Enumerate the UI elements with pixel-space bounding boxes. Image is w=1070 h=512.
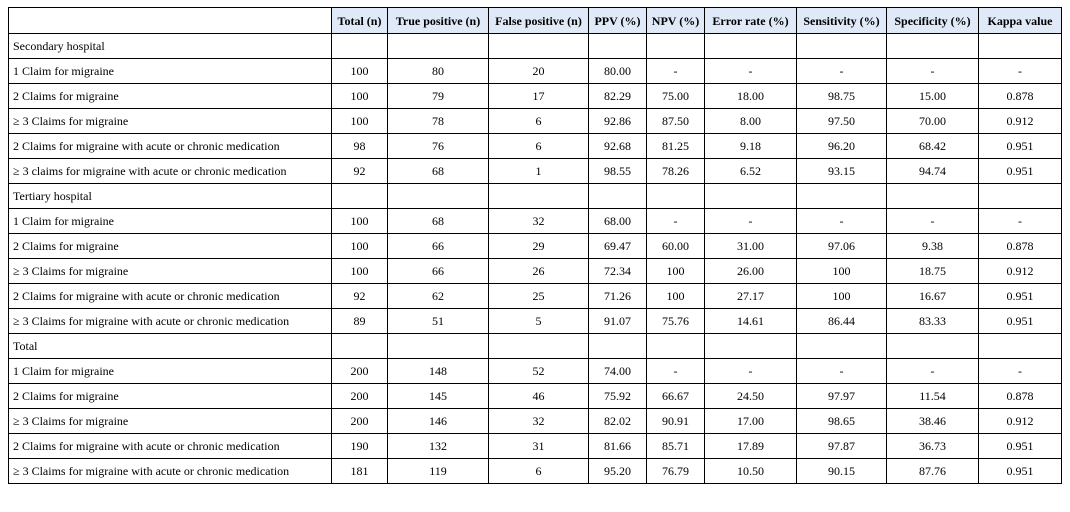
section-empty-cell <box>589 184 647 209</box>
cell-kappa: 0.951 <box>979 284 1062 309</box>
cell-sensitivity: 90.15 <box>797 459 887 484</box>
cell-sensitivity: 98.65 <box>797 409 887 434</box>
cell-false-positive: 6 <box>489 134 589 159</box>
section-empty-cell <box>705 34 797 59</box>
cell-kappa: 0.951 <box>979 159 1062 184</box>
cell-false-positive: 17 <box>489 84 589 109</box>
cell-label: ≥ 3 Claims for migraine with acute or chronic medication <box>9 459 332 484</box>
header-false-positive: False positive (n) <box>489 8 589 34</box>
cell-npv: 76.79 <box>647 459 705 484</box>
cell-total: 92 <box>332 284 388 309</box>
cell-error-rate: 17.89 <box>705 434 797 459</box>
cell-kappa: - <box>979 359 1062 384</box>
section-empty-cell <box>887 184 979 209</box>
section-row <box>9 184 1062 209</box>
cell-sensitivity: 97.87 <box>797 434 887 459</box>
section-empty-cell <box>489 334 589 359</box>
cell-kappa: 0.878 <box>979 234 1062 259</box>
cell-true-positive: 62 <box>388 284 489 309</box>
table-body <box>9 34 1062 484</box>
cell-specificity: 70.00 <box>887 109 979 134</box>
cell-total: 200 <box>332 409 388 434</box>
cell-error-rate: 18.00 <box>705 84 797 109</box>
cell-error-rate: 9.18 <box>705 134 797 159</box>
cell-kappa: 0.951 <box>979 434 1062 459</box>
table-row <box>9 209 1062 234</box>
cell-npv: 66.67 <box>647 384 705 409</box>
header-cell-blank <box>9 8 332 34</box>
cell-label: 2 Claims for migraine <box>9 84 332 109</box>
cell-kappa: - <box>979 59 1062 84</box>
cell-true-positive: 119 <box>388 459 489 484</box>
section-empty-cell <box>589 34 647 59</box>
section-empty-cell <box>887 34 979 59</box>
cell-error-rate: - <box>705 359 797 384</box>
cell-specificity: 94.74 <box>887 159 979 184</box>
table-row <box>9 384 1062 409</box>
cell-sensitivity: 97.97 <box>797 384 887 409</box>
cell-specificity: 9.38 <box>887 234 979 259</box>
cell-ppv: 98.55 <box>589 159 647 184</box>
cell-error-rate: 24.50 <box>705 384 797 409</box>
cell-true-positive: 79 <box>388 84 489 109</box>
table-row <box>9 359 1062 384</box>
cell-npv: 85.71 <box>647 434 705 459</box>
cell-false-positive: 29 <box>489 234 589 259</box>
cell-npv: 87.50 <box>647 109 705 134</box>
cell-total: 200 <box>332 359 388 384</box>
cell-sensitivity: - <box>797 59 887 84</box>
cell-false-positive: 32 <box>489 209 589 234</box>
cell-total: 181 <box>332 459 388 484</box>
section-empty-cell <box>797 34 887 59</box>
cell-sensitivity: - <box>797 209 887 234</box>
cell-error-rate: - <box>705 209 797 234</box>
cell-true-positive: 80 <box>388 59 489 84</box>
cell-total: 100 <box>332 59 388 84</box>
cell-total: 100 <box>332 209 388 234</box>
cell-label: 2 Claims for migraine with acute or chronic medication <box>9 434 332 459</box>
cell-error-rate: 17.00 <box>705 409 797 434</box>
cell-true-positive: 148 <box>388 359 489 384</box>
section-empty-cell <box>979 34 1062 59</box>
cell-label: ≥ 3 claims for migraine with acute or chronic medication <box>9 159 332 184</box>
cell-npv: 100 <box>647 259 705 284</box>
table-row <box>9 134 1062 159</box>
cell-label: 1 Claim for migraine <box>9 209 332 234</box>
cell-label: ≥ 3 Claims for migraine <box>9 259 332 284</box>
section-empty-cell <box>388 334 489 359</box>
table-container <box>8 7 1062 484</box>
cell-specificity: 87.76 <box>887 459 979 484</box>
header-error-rate: Error rate (%) <box>705 8 797 34</box>
cell-npv: 60.00 <box>647 234 705 259</box>
cell-kappa: 0.951 <box>979 459 1062 484</box>
header-npv: NPV (%) <box>647 8 705 34</box>
cell-true-positive: 76 <box>388 134 489 159</box>
cell-label: ≥ 3 Claims for migraine <box>9 109 332 134</box>
section-empty-cell <box>797 184 887 209</box>
table-row <box>9 234 1062 259</box>
cell-false-positive: 31 <box>489 434 589 459</box>
cell-label: 2 Claims for migraine <box>9 234 332 259</box>
section-title: Total <box>9 334 332 359</box>
cell-error-rate: 8.00 <box>705 109 797 134</box>
table-row <box>9 409 1062 434</box>
table-row <box>9 159 1062 184</box>
cell-kappa: 0.912 <box>979 259 1062 284</box>
table-row <box>9 259 1062 284</box>
cell-ppv: 75.92 <box>589 384 647 409</box>
cell-false-positive: 6 <box>489 459 589 484</box>
section-empty-cell <box>887 334 979 359</box>
cell-npv: 75.76 <box>647 309 705 334</box>
cell-specificity: 16.67 <box>887 284 979 309</box>
header-true-positive: True positive (n) <box>388 8 489 34</box>
cell-error-rate: 31.00 <box>705 234 797 259</box>
section-empty-cell <box>332 184 388 209</box>
header-kappa: Kappa value <box>979 8 1062 34</box>
cell-ppv: 92.86 <box>589 109 647 134</box>
cell-sensitivity: 96.20 <box>797 134 887 159</box>
section-empty-cell <box>332 34 388 59</box>
table-row <box>9 84 1062 109</box>
cell-true-positive: 132 <box>388 434 489 459</box>
cell-false-positive: 26 <box>489 259 589 284</box>
cell-specificity: - <box>887 209 979 234</box>
cell-ppv: 82.02 <box>589 409 647 434</box>
cell-total: 100 <box>332 234 388 259</box>
cell-false-positive: 46 <box>489 384 589 409</box>
cell-sensitivity: 97.50 <box>797 109 887 134</box>
cell-label: ≥ 3 Claims for migraine <box>9 409 332 434</box>
section-empty-cell <box>647 334 705 359</box>
cell-true-positive: 146 <box>388 409 489 434</box>
cell-sensitivity: 100 <box>797 259 887 284</box>
cell-specificity: - <box>887 359 979 384</box>
cell-error-rate: 26.00 <box>705 259 797 284</box>
cell-true-positive: 66 <box>388 259 489 284</box>
cell-total: 89 <box>332 309 388 334</box>
cell-true-positive: 51 <box>388 309 489 334</box>
section-row <box>9 334 1062 359</box>
cell-sensitivity: 100 <box>797 284 887 309</box>
cell-sensitivity: 86.44 <box>797 309 887 334</box>
section-empty-cell <box>647 184 705 209</box>
header-specificity: Specificity (%) <box>887 8 979 34</box>
cell-sensitivity: 98.75 <box>797 84 887 109</box>
cell-total: 200 <box>332 384 388 409</box>
table-row <box>9 284 1062 309</box>
cell-npv: - <box>647 359 705 384</box>
cell-ppv: 91.07 <box>589 309 647 334</box>
cell-specificity: 18.75 <box>887 259 979 284</box>
section-empty-cell <box>797 334 887 359</box>
section-empty-cell <box>589 334 647 359</box>
section-title: Tertiary hospital <box>9 184 332 209</box>
cell-true-positive: 66 <box>388 234 489 259</box>
cell-ppv: 82.29 <box>589 84 647 109</box>
section-title: Secondary hospital <box>9 34 332 59</box>
cell-npv: 75.00 <box>647 84 705 109</box>
cell-specificity: 68.42 <box>887 134 979 159</box>
cell-total: 92 <box>332 159 388 184</box>
cell-specificity: 11.54 <box>887 384 979 409</box>
cell-true-positive: 68 <box>388 209 489 234</box>
cell-kappa: 0.912 <box>979 409 1062 434</box>
cell-sensitivity: 97.06 <box>797 234 887 259</box>
cell-specificity: 83.33 <box>887 309 979 334</box>
cell-ppv: 81.66 <box>589 434 647 459</box>
cell-ppv: 71.26 <box>589 284 647 309</box>
section-empty-cell <box>979 184 1062 209</box>
cell-sensitivity: 93.15 <box>797 159 887 184</box>
cell-false-positive: 32 <box>489 409 589 434</box>
cell-ppv: 69.47 <box>589 234 647 259</box>
cell-ppv: 74.00 <box>589 359 647 384</box>
table-row <box>9 309 1062 334</box>
cell-ppv: 80.00 <box>589 59 647 84</box>
section-empty-cell <box>388 184 489 209</box>
cell-label: ≥ 3 Claims for migraine with acute or chronic medication <box>9 309 332 334</box>
header-ppv: PPV (%) <box>589 8 647 34</box>
cell-npv: 90.91 <box>647 409 705 434</box>
cell-npv: 78.26 <box>647 159 705 184</box>
cell-label: 2 Claims for migraine with acute or chronic medication <box>9 284 332 309</box>
cell-total: 100 <box>332 259 388 284</box>
cell-total: 100 <box>332 84 388 109</box>
section-empty-cell <box>705 184 797 209</box>
cell-npv: - <box>647 59 705 84</box>
cell-sensitivity: - <box>797 359 887 384</box>
section-empty-cell <box>388 34 489 59</box>
cell-kappa: 0.878 <box>979 384 1062 409</box>
cell-specificity: 36.73 <box>887 434 979 459</box>
cell-ppv: 68.00 <box>589 209 647 234</box>
cell-label: 1 Claim for migraine <box>9 359 332 384</box>
table-row <box>9 59 1062 84</box>
table-row <box>9 434 1062 459</box>
cell-npv: 100 <box>647 284 705 309</box>
cell-specificity: 15.00 <box>887 84 979 109</box>
cell-kappa: 0.878 <box>979 84 1062 109</box>
section-empty-cell <box>489 34 589 59</box>
cell-npv: - <box>647 209 705 234</box>
cell-total: 190 <box>332 434 388 459</box>
validation-table <box>8 7 1062 484</box>
section-row <box>9 34 1062 59</box>
cell-total: 100 <box>332 109 388 134</box>
cell-total: 98 <box>332 134 388 159</box>
cell-false-positive: 20 <box>489 59 589 84</box>
cell-error-rate: 10.50 <box>705 459 797 484</box>
cell-false-positive: 1 <box>489 159 589 184</box>
cell-npv: 81.25 <box>647 134 705 159</box>
cell-label: 1 Claim for migraine <box>9 59 332 84</box>
cell-specificity: 38.46 <box>887 409 979 434</box>
cell-kappa: 0.951 <box>979 309 1062 334</box>
cell-error-rate: 6.52 <box>705 159 797 184</box>
cell-error-rate: 14.61 <box>705 309 797 334</box>
cell-true-positive: 145 <box>388 384 489 409</box>
section-empty-cell <box>979 334 1062 359</box>
cell-true-positive: 68 <box>388 159 489 184</box>
table-row <box>9 109 1062 134</box>
cell-label: 2 Claims for migraine with acute or chronic medication <box>9 134 332 159</box>
cell-false-positive: 6 <box>489 109 589 134</box>
cell-error-rate: 27.17 <box>705 284 797 309</box>
section-empty-cell <box>332 334 388 359</box>
cell-specificity: - <box>887 59 979 84</box>
cell-kappa: - <box>979 209 1062 234</box>
cell-ppv: 72.34 <box>589 259 647 284</box>
cell-kappa: 0.951 <box>979 134 1062 159</box>
cell-ppv: 95.20 <box>589 459 647 484</box>
header-sensitivity: Sensitivity (%) <box>797 8 887 34</box>
table-row <box>9 459 1062 484</box>
header-row <box>9 8 1062 34</box>
section-empty-cell <box>705 334 797 359</box>
section-empty-cell <box>647 34 705 59</box>
header-total: Total (n) <box>332 8 388 34</box>
cell-ppv: 92.68 <box>589 134 647 159</box>
cell-label: 2 Claims for migraine <box>9 384 332 409</box>
cell-true-positive: 78 <box>388 109 489 134</box>
cell-false-positive: 5 <box>489 309 589 334</box>
cell-false-positive: 52 <box>489 359 589 384</box>
cell-error-rate: - <box>705 59 797 84</box>
cell-kappa: 0.912 <box>979 109 1062 134</box>
section-empty-cell <box>489 184 589 209</box>
cell-false-positive: 25 <box>489 284 589 309</box>
